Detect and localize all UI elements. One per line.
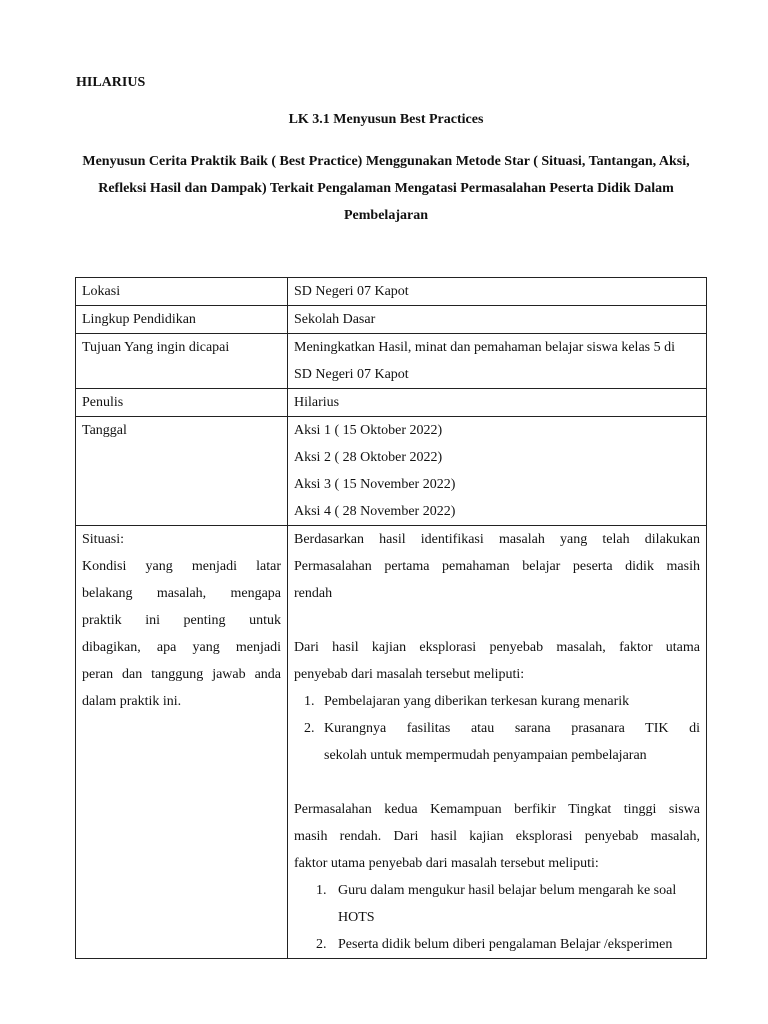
list-item: 1. Guru dalam mengukur hasil belajar belum mengarah ke soal HOTS (316, 883, 677, 925)
tanggal-value (288, 417, 707, 526)
situasi-description-line: dalam praktik ini. (82, 694, 182, 709)
document-subtitle: Menyusun Cerita Praktik Baik ( Best Practice) Menggunakan Metode Star ( Situasi, Tantangan, Aksi, Refleksi Hasil dan Dampak) Terkait Pengalaman Mengatasi Permasalahan Peserta Didik Dalam Pembelajaran (82, 154, 690, 223)
aksi-date: Aksi 2 ( 28 Oktober 2022) (294, 450, 443, 465)
lokasi-value: SD Negeri 07 Kapot (288, 278, 707, 306)
tujuan-label: Tujuan Yang ingin dicapai (76, 334, 288, 389)
author-name: HILARIUS (76, 75, 146, 90)
table-row-lokasi (76, 278, 707, 306)
situasi-label-cell (76, 526, 288, 959)
situasi-label: Situasi: (82, 532, 125, 547)
paragraph-line: rendah (294, 586, 333, 601)
aksi-date: Aksi 1 ( 15 Oktober 2022) (294, 423, 443, 438)
aksi-date: Aksi 4 ( 28 November 2022) (294, 504, 456, 519)
document-title: LK 3.1 Menyusun Best Practices (288, 112, 484, 127)
tanggal-label: Tanggal (76, 417, 288, 526)
cause-list-1 (294, 688, 700, 769)
best-practice-table (75, 277, 707, 959)
tujuan-value (288, 334, 707, 389)
penulis-value: Hilarius (288, 389, 707, 417)
table-row-penulis (76, 389, 707, 417)
paragraph-line: faktor utama penyebab dari masalah tersebut meliputi: (294, 856, 599, 871)
paragraph-line: Dari hasil kajian eksplorasi penyebab masalah, faktor utama (294, 640, 700, 655)
table-row-lingkup (76, 306, 707, 334)
lokasi-label: Lokasi (76, 278, 288, 306)
tujuan-value-line: Meningkatkan Hasil, minat dan pemahaman belajar siswa kelas 5 di (294, 340, 676, 355)
lingkup-label: Lingkup Pendidikan (76, 306, 288, 334)
situasi-description-line: dibagikan, apa yang menjadi (82, 640, 281, 655)
paragraph-line: masih rendah. Dari hasil kajian eksplorasi penyebab masalah, (294, 829, 700, 844)
table-row-tanggal (76, 417, 707, 526)
list-item: 2. Peserta didik belum diberi pengalaman Belajar /eksperimen (316, 937, 673, 952)
situasi-description-line: praktik ini penting untuk (82, 613, 281, 628)
penulis-label: Penulis (76, 389, 288, 417)
paragraph-line: Permasalahan kedua Kemampuan berfikir Tingkat tinggi siswa (294, 802, 700, 817)
list-item: 1. Pembelajaran yang diberikan terkesan kurang menarik (304, 694, 630, 709)
paragraph-line: penyebab dari masalah tersebut meliputi: (294, 667, 525, 682)
aksi-date: Aksi 3 ( 15 November 2022) (294, 477, 456, 492)
table-row-situasi (76, 526, 707, 959)
paragraph-line: Permasalahan pertama pemahaman belajar peserta didik masih (294, 559, 700, 574)
list-item: 2. Kurangnya fasilitas atau sarana prasanara TIK di sekolah untuk mempermudah penyampaian pembelajaran (304, 721, 700, 763)
situasi-content (288, 526, 707, 959)
situasi-description-line: belakang masalah, mengapa (82, 586, 281, 601)
lingkup-value: Sekolah Dasar (288, 306, 707, 334)
tujuan-value-line: SD Negeri 07 Kapot (294, 367, 409, 382)
table-row-tujuan (76, 334, 707, 389)
paragraph-line: Berdasarkan hasil identifikasi masalah yang telah dilakukan (294, 532, 700, 547)
situasi-description-line: peran dan tanggung jawab anda (82, 667, 281, 682)
situasi-description-line: Kondisi yang menjadi latar (82, 559, 281, 574)
cause-list-2 (294, 877, 700, 958)
